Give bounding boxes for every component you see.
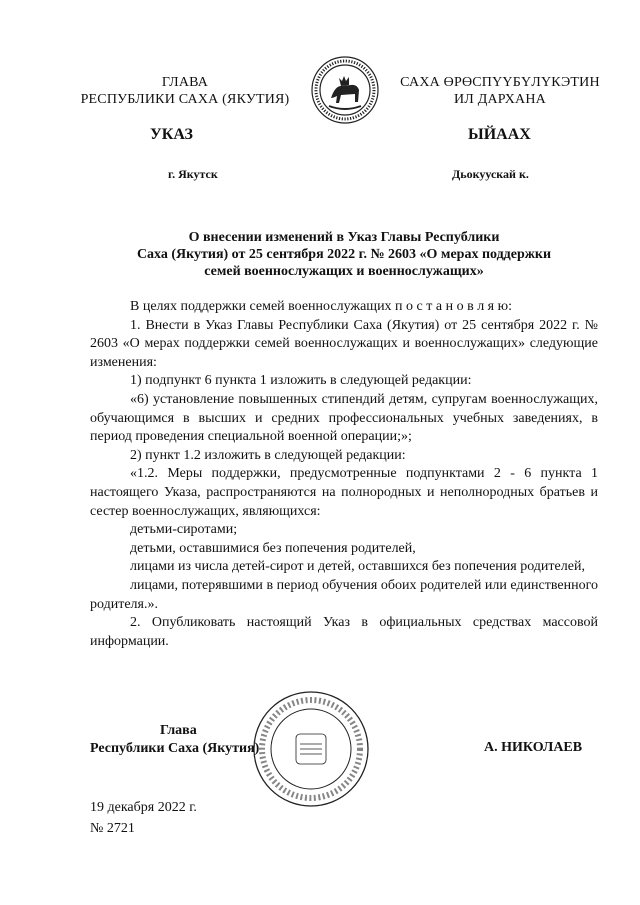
title-line1: О внесении изменений в Указ Главы Республики bbox=[188, 230, 500, 245]
header-right-line2: ИЛ ДАРХАНА bbox=[453, 92, 546, 107]
body-paragraph: 1) подпункт 6 пункта 1 изложить в следующей редакции: bbox=[130, 373, 472, 389]
body-paragraph: «6) установление повышенных стипендий детям, супругам военнослужащих, обучающимся в высших и средних профессиональных учебных заведениях, в период проведения специальной военной операции;»; bbox=[90, 391, 598, 445]
decree-title bbox=[90, 229, 598, 280]
decree-date: 19 декабря 2022 г. bbox=[90, 800, 197, 815]
signature-role bbox=[90, 722, 259, 758]
header-left-line1: ГЛАВА bbox=[161, 75, 209, 90]
title-line3: семей военнослужащих и военнослужащих» bbox=[204, 264, 484, 279]
body-paragraph: лицами, потерявшими в период обучения обоих родителей или единственного родителя.». bbox=[90, 577, 598, 612]
header-right-line1: САХА ӨРӨСПҮҮБҮЛҮКЭТИН bbox=[400, 75, 600, 90]
doc-type-ru: УКАЗ bbox=[150, 126, 193, 143]
body-paragraph: детьми, оставшимися без попечения родителей, bbox=[130, 540, 416, 556]
body-paragraph: 2. Опубликовать настоящий Указ в официальных средствах массовой информации. bbox=[90, 615, 598, 649]
official-seal-stamp-icon bbox=[252, 690, 370, 808]
sakha-coat-of-arms-icon bbox=[311, 56, 379, 124]
body-paragraph: 2) пункт 1.2 изложить в следующей редакции: bbox=[130, 447, 406, 463]
decree-number: № 2721 bbox=[90, 821, 135, 836]
decree-footer bbox=[90, 797, 197, 839]
title-line2: Саха (Якутия) от 25 сентября 2022 г. № 2603 «О мерах поддержки bbox=[136, 247, 552, 262]
decree-body bbox=[90, 298, 598, 651]
header-left bbox=[70, 74, 300, 108]
city-ru: г. Якутск bbox=[168, 167, 218, 181]
header-right bbox=[390, 74, 610, 108]
header-left-line2: РЕСПУБЛИКИ САХА (ЯКУТИЯ) bbox=[80, 92, 290, 107]
body-paragraph: детьми-сиротами; bbox=[130, 522, 238, 538]
body-paragraph: «1.2. Меры поддержки, предусмотренные подпунктами 2 - 6 пункта 1 настоящего Указа, распространяются на полнородных и неполнородных братьев и сестер военнослужащих, являющихся: bbox=[90, 466, 598, 519]
signature-role-line2: Республики Саха (Якутия) bbox=[90, 741, 260, 756]
city-sah: Дьокуускай к. bbox=[452, 167, 529, 181]
doc-type-sah: ЫЙААХ bbox=[468, 126, 531, 143]
signature-role-line1: Глава bbox=[160, 723, 197, 738]
body-paragraph: лицами из числа детей-сирот и детей, оставшихся без попечения родителей, bbox=[130, 559, 585, 575]
body-paragraph: В целях поддержки семей военнослужащих п о с т а н о в л я ю: bbox=[130, 299, 512, 314]
body-paragraph: 1. Внести в Указ Главы Республики Саха (Якутия) от 25 сентября 2022 г. № 2603 «О мерах поддержки семей военнослужащих и военнослужащих» следующие изменения: bbox=[90, 317, 598, 370]
signature-name: А. НИКОЛАЕВ bbox=[484, 740, 583, 755]
